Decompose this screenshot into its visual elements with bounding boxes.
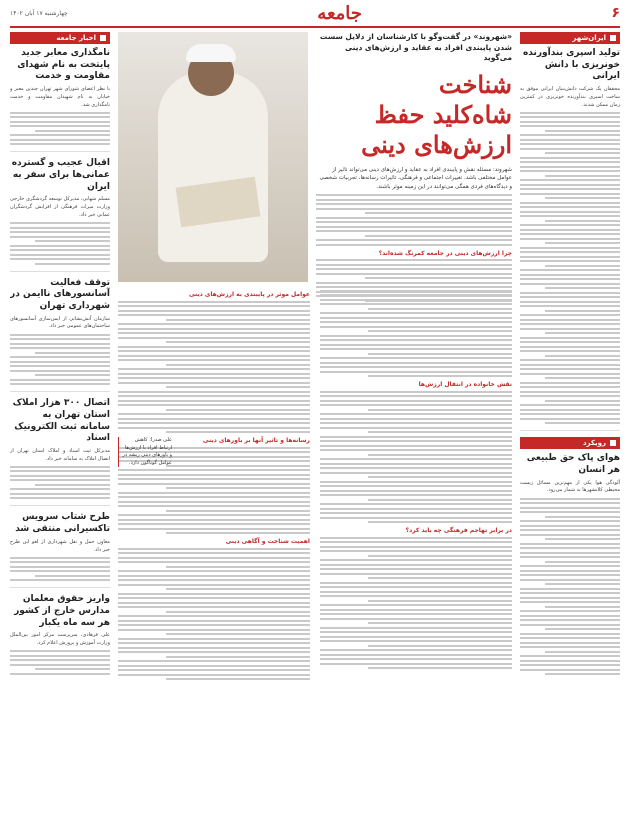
article-body-text	[320, 537, 512, 670]
figure-cap	[186, 44, 236, 62]
section-header	[520, 437, 620, 449]
article-column-right	[118, 287, 310, 683]
article-body-text	[118, 548, 310, 681]
divider	[520, 430, 620, 431]
news-headline[interactable]: توقف فعالیت آسانسورهای ناایمن در شهرداری تهران	[10, 277, 110, 311]
news-body-text	[10, 222, 110, 265]
page-number: ۶	[611, 5, 620, 21]
main-article	[118, 32, 512, 810]
article-title[interactable]	[316, 70, 512, 160]
article-subhead: عوامل موثر در پایبندی به ارزش‌های دینی	[188, 291, 310, 298]
story-headline[interactable]: تولید اسپری بندآورنده خونریزی با دانش ایرانی	[522, 48, 620, 82]
right-column	[520, 32, 620, 810]
article-subhead: اهمیت شناخت و آگاهی دینی	[225, 538, 310, 545]
left-column	[10, 32, 110, 810]
news-headline[interactable]: طرح شتاب سرویس تاکسیرانی منتقی شد	[15, 512, 110, 535]
divider	[10, 271, 110, 272]
story-headline[interactable]: هوای پاک حق طبیعی هر انسان	[526, 453, 620, 475]
article-columns	[118, 287, 512, 683]
section-title: رویکرد	[582, 439, 606, 448]
article-body-text	[320, 391, 512, 524]
news-body-text	[10, 334, 110, 386]
header-divider	[10, 26, 620, 28]
square-icon	[610, 440, 616, 446]
story-lead: محققان یک شرکت دانش‌بنیان ایرانی موفق به ساخت اسپری بندآورنده خونریزی در کمترین زمان ممکن شدند.	[520, 86, 620, 108]
article-subhead: رسانه‌ها و تاثیر آنها بر باورهای دینی	[202, 437, 310, 444]
article-subhead: در برابر تهاجم فرهنگی چه باید کرد؟	[405, 527, 512, 534]
divider	[10, 391, 110, 392]
title-line: شاه‌کلید حفظ	[374, 99, 512, 129]
news-body-text	[10, 466, 110, 500]
page-header	[0, 0, 630, 26]
section-header	[520, 32, 620, 44]
article-subhead: نقش خانواده در انتقال ارزش‌ها	[418, 381, 512, 388]
figure-body	[158, 72, 268, 262]
news-text: معاون حمل و نقل شهرداری از لغو این طرح خبر داد.	[10, 538, 110, 553]
title-line: شناخت	[438, 69, 512, 99]
section-title: اخبار جامعه	[56, 34, 96, 42]
square-icon	[610, 35, 616, 41]
section-title: ایران‌شهر	[572, 34, 606, 42]
dateline: چهارشنبه ۱۷ آبان ۱۴۰۲	[10, 9, 68, 17]
article-header	[316, 32, 512, 304]
section-masthead: جامعه	[317, 2, 362, 24]
article-lead: شهروند: مسئله نقش و پایبندی افراد به عقاید و ارزش‌های دینی می‌تواند تاثیر از عوامل مختلفی باشد. تغییرات اجتماعی و فرهنگی، تاثیرات رسانه‌ها، تجربیات شخصی و دیدگاه‌های فردی همگی می‌توانند در این زمینه موثر باشند.	[319, 166, 512, 191]
pull-quote: علی صدرا: کاهش ارتباط افراد با ارزش‌ها و باورهای دینی ریشه در عوامل گوناگون دارد.	[118, 437, 172, 467]
story-body-text	[520, 498, 620, 676]
lead-body-text	[316, 194, 512, 246]
news-text: با نظر اعضای شورای شهر تهران چندین معبر و خیابان به نام شهیدان مقاومت و خدمت نامگذاری شد.	[10, 86, 110, 108]
divider	[10, 587, 110, 588]
news-headline[interactable]: اتصال ۳۰۰ هزار املاک استان تهران به سامانه ثبت الکترونیک اسناد	[12, 398, 110, 444]
news-headline[interactable]: واریز حقوق معلمان مدارس خارج از کشور هر سه ماه یکبار	[14, 594, 110, 628]
news-text: سازمان آتش‌نشانی از ایمن‌سازی آسانسورهای ساختمان‌های عمومی خبر داد.	[10, 315, 110, 330]
article-kicker: «شهروند» در گفت‌وگو با کارشناسان از دلایل سست شدن پایبندی افراد به عقاید و ارزش‌های دینی می‌گوید	[319, 32, 512, 62]
article-body-text	[320, 290, 512, 378]
article-hero	[118, 32, 512, 262]
news-headline[interactable]: اقبال عجیب و گسترده عمانی‌ها برای سفر به ایران	[11, 158, 110, 192]
news-text: مسلم شهابی، مدیرکل توسعه گردشگری خارجی وزارت میراث فرهنگی از افزایش گردشگران عمانی خبر داد.	[10, 196, 110, 218]
news-headline[interactable]: نامگذاری معابر جدید پایتخت به نام شهدای مقاومت و خدمت	[17, 48, 110, 82]
divider	[10, 505, 110, 506]
news-body-text	[10, 112, 110, 146]
news-body-text	[10, 557, 110, 582]
article-body-text	[118, 301, 310, 434]
article-subhead: چرا ارزش‌های دینی در جامعه کمرنگ شده‌اند؟	[378, 249, 512, 257]
story-body-text	[520, 112, 620, 425]
section-header	[10, 32, 110, 44]
story-lead: آلودگی هوا یکی از مهم‌ترین مسائل زیست محیطی کلانشهرها به شمار می‌رود.	[520, 479, 620, 494]
divider	[10, 151, 110, 152]
article-photo	[118, 32, 308, 282]
square-icon	[100, 35, 106, 41]
article-column-left	[320, 287, 512, 683]
news-text: مدیرکل ثبت اسناد و املاک استان تهران از اتصال املاک به سامانه خبر داد.	[10, 447, 110, 462]
news-body-text	[10, 650, 110, 675]
title-line: ارزش‌های دینی	[361, 129, 512, 159]
news-text: علی فرهادی، سرپرست مرکز امور بین‌الملل وزارت آموزش و پرورش اعلام کرد.	[10, 632, 110, 647]
